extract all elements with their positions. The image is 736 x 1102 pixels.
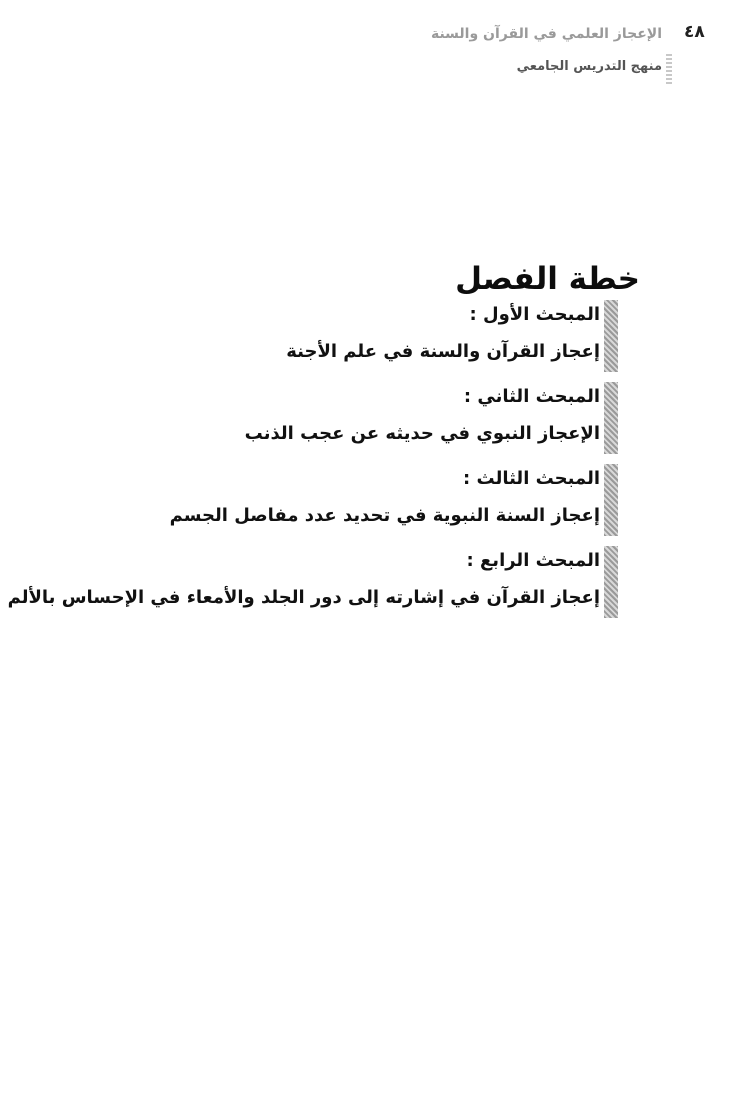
section-item-3 — [86, 464, 616, 530]
section-label: المبحث الرابع : — [466, 550, 600, 571]
chapter-sections-list — [7, 300, 616, 626]
section-title: إعجاز السنة النبوية في تحديد عدد مفاصل الجسم — [169, 505, 600, 526]
section-label: المبحث الثالث : — [463, 468, 600, 489]
section-label: المبحث الثاني : — [463, 386, 600, 407]
section-label: المبحث الأول : — [469, 304, 600, 325]
chapter-title: خطة الفصل — [455, 260, 640, 297]
section-item-2 — [86, 382, 616, 448]
section-item-1 — [86, 300, 616, 366]
section-title: إعجاز القرآن والسنة في علم الأجنة — [286, 341, 600, 362]
section-marker-bar — [604, 382, 618, 454]
running-header — [342, 24, 662, 78]
page-number: ٤٨ — [684, 22, 705, 42]
section-marker-bar — [604, 546, 618, 618]
header-series-title: منهج التدريس الجامعي — [516, 59, 662, 74]
section-title: إعجاز القرآن في إشارته إلى دور الجلد والأمعاء في الإحساس بالألم — [7, 587, 600, 608]
header-book-title: الإعجاز العلمي في القرآن والسنة — [430, 26, 662, 42]
section-title: الإعجاز النبوي في حديثه عن عجب الذنب — [244, 423, 600, 444]
header-decorative-mark — [666, 54, 672, 84]
section-marker-bar — [604, 464, 618, 536]
section-marker-bar — [604, 300, 618, 372]
section-item-4 — [7, 546, 616, 612]
